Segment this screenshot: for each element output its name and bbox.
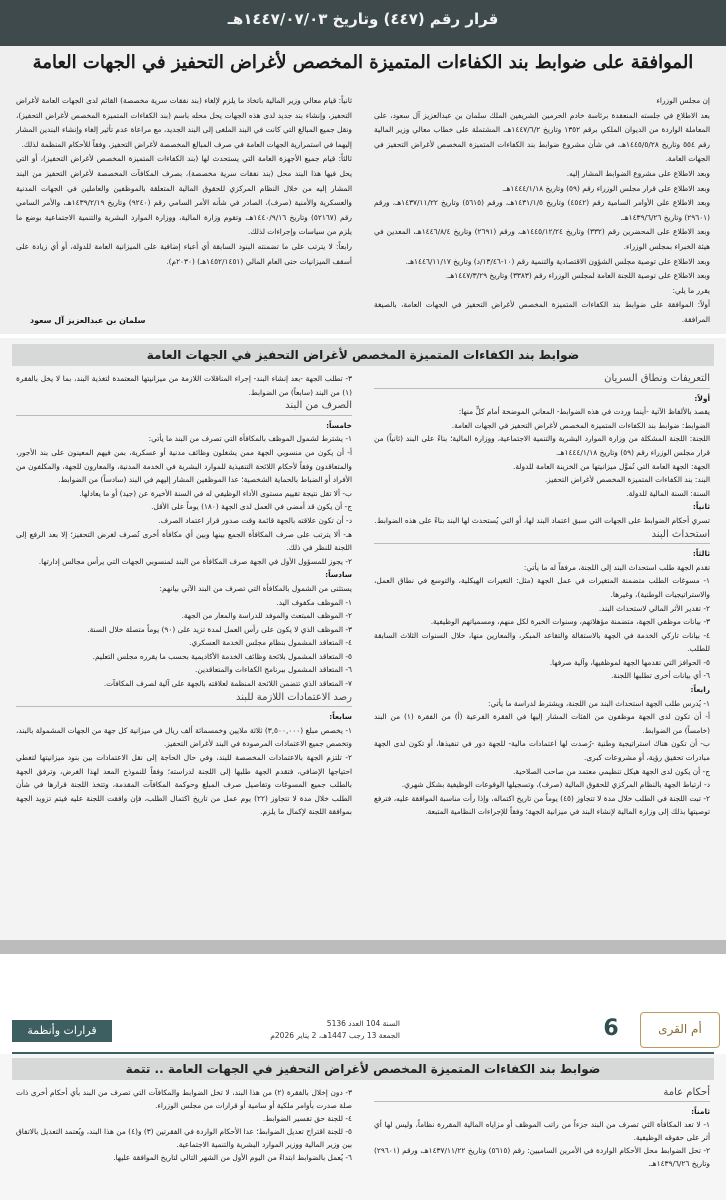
issue-line-2: الجمعة 13 رجب 1447هـ، 2 يناير 2026م <box>270 1031 400 1040</box>
subsection-rule <box>16 415 352 416</box>
clause-text: د- أن تكون علاقته بالجهة قائمة وقت صدور قرار اعتماد الصرف. <box>158 515 352 525</box>
paragraph: رابعاً: لا يترتب على ما تضمنته البنود السابقة أي أعباء إضافية على الميزانية العامة للدولة، أو أي زيادة على أسقف الميزانيات حتى العام المالي (١٤٥٢/١٤٥١هـ) (٢٠٣٠م). <box>16 241 352 266</box>
rules-section <box>0 338 726 940</box>
clause-number: سادساً: <box>325 570 352 580</box>
rules-left-column <box>16 372 352 819</box>
continued-left-column <box>16 1086 352 1164</box>
paragraph: بعد الاطلاع في جلسته المنعقدة برئاسة خادم الحرمين الشريفين الملك سلمان بن عبدالعزيز آل سعود، على المعاملة الواردة من الديوان الملكي برقم ١٣٥٢ وتاريخ ١٤٤٧/٦/٢هـ، المشتملة على خطاب معالي وزير المالية رقم ٥٥٤ وتاريخ ١٤٤٥/٥/٢٨هـ، في شأن مشروع ضوابط بند الكفاءات المتميزة المخصص لأغراض التحفيز في الجهات العامة. <box>374 110 711 164</box>
rules-section-title-bar <box>12 344 714 366</box>
clause-number: ثانياً: <box>692 502 710 512</box>
paragraph: وبعد الاطلاع على توصية اللجنة العامة لمجلس الوزراء رقم (٣٣٨٣) وتاريخ ١٤٤٧/٣/٢٩هـ. <box>445 271 710 281</box>
decision-left-column <box>16 94 352 269</box>
category-label: قرارات وأنظمة <box>12 1020 112 1042</box>
subsection-heading: التعريفات ونطاق السريان <box>604 373 710 384</box>
clause-text: ٦- المتعاقد المشمول ببرنامج الكفاءات والمتعاقدين. <box>195 665 352 675</box>
clause-text: ١- لا تعد المكافأة التي تصرف من البند جزءاً من راتب الموظف أو مزاياه المالية المقررة نظاماً، وليس لها أي أثر على حقوقه الوظيفية. <box>374 1120 710 1142</box>
paragraph: وبعد الاطلاع على قرار مجلس الوزراء رقم (٥٩) وتاريخ ١٤٤٤/١/١٨هـ. <box>501 183 710 193</box>
clause-text: ٦- أي بيانات أخرى تطلبها اللجنة. <box>610 671 710 681</box>
clause-text: البند: بند الكفاءات المتميزة المخصص لأغراض التحفيز. <box>544 475 710 485</box>
rules-right-column <box>374 372 710 819</box>
page-header <box>0 1012 726 1052</box>
clause-text: ٢- الموظف المبتعث والموفد للدراسة والمعار من الجهة. <box>181 611 352 621</box>
paragraph: يقرر ما يلي: <box>672 285 710 295</box>
clause-number: أولاً: <box>694 393 710 403</box>
paragraph: إن مجلس الوزراء <box>656 96 710 105</box>
issue-info <box>140 1018 400 1042</box>
clause-text: ٣- بيانات موظفي الجهة، متضمنة مؤهلاتهم، وسنوات الخبرة لكل منهم، ومسمياتهم الوظيفية. <box>430 617 710 627</box>
clause-text: ٢- يجوز للمسؤول الأول في الجهة صرف المكافأة من البند لمنسوبي الجهات التي يرأس مجالس إدارتها. <box>38 556 352 566</box>
clause-text: ٥- للجنة اقتراح تعديل الضوابط؛ عدا الأحكام الواردة في الفقرتين (٣) و(٤) من هذا البند، ويُعتمد التعديل بالاتفاق بين وزير المالية ووزير الموارد البشرية والتنمية الاجتماعية. <box>16 1127 353 1149</box>
clause-text: ١- يشترط لشمول الموظف بالمكافأة التي تصرف من البند ما يأتي: <box>148 434 352 444</box>
clause-text: السنة: السنة المالية للدولة. <box>626 488 710 498</box>
paragraph: وبعد الاطلاع على الأوامر السامية رقم (٤٥٤٢) وتاريخ ١٤٣١/١/٥هـ، ورقم (٥٦١٥) وتاريخ ١٤٣٧/١١/٢٢هـ، ورقم (٢٩٦٠١) وتاريخ ١٤٣٩/٦/٢٦هـ. <box>374 198 711 222</box>
decision-number-title: قرار رقم (٤٤٧) وتاريخ ١٤٤٧/٠٧/٠٣هـ <box>227 10 499 28</box>
paragraph: ثانياً: قيام معالي وزير المالية باتخاذ ما يلزم لإلغاء (بند نفقات سرية مخصصة) القائم لدى الجهات العامة لأغراض التحفيز، وإنشاء بند جديد لدى هذه الجهات يحل محله باسم (بند الكفاءات المتميزة المخصص لأغراض التحفيز)، ونقل جميع المبالغ التي كانت في البند الملغى إلى البند الجديد، مع مراعاة عدم تأثير إلغاء وإنشاء البندين المشار إليهما في استمرارية الجهات العامة في صرف المبالغ المخصصة لأغراض التحفيز، وفقاً للأحكام المنظمة لذلك. <box>16 96 352 149</box>
clause-text: اللجنة: اللجنة المشكلة من وزارة الموارد البشرية والتنمية الاجتماعية، ووزارة المالية؛ بناءً على البند (ثانياً) من قرار مجلس الوزراء رقم (٥٩) وتاريخ ١٤٤٤/١/١٨هـ. <box>374 434 710 457</box>
clause-text: ٥- الحوافز التي تقدمها الجهة لموظفيها، وآلية صرفها. <box>549 657 710 667</box>
clause-number: سابعاً: <box>329 712 352 722</box>
clause-text: الجهة: الجهة العامة التي تُموَّل ميزانيتها من الخزينة العامة للدولة. <box>512 461 710 471</box>
clause-text: ١- يخصص مبلغ (٣,٥٠٠,٠٠٠) ثلاثة ملايين وخمسمائة ألف ريال في ميزانية كل جهة من الجهات المشمولة بالبند، وتخصص جميع الاعتمادات المرصودة في البند لأغراض التحفيز. <box>16 725 352 749</box>
clause-text: ١- يُدرس طلب الجهة استحداث البند من اللجنة، ويشترط لدراسة ما يأتي: <box>487 698 710 708</box>
clause-text: ٥- المتعاقد المشمول بلائحة وظائف الخدمة الأكاديمية بحسب ما يقرره مجلس التعليم. <box>92 651 352 661</box>
gazette-logo: أم القرى <box>640 1012 720 1048</box>
clause-number: ثامناً: <box>691 1107 710 1116</box>
clause-text: ١- الموظف مكفوف اليد. <box>276 597 352 607</box>
page-number: 6 <box>603 1016 619 1041</box>
decision-header-band <box>0 0 726 46</box>
clause-text: أ- أن تكون لدى الجهة موظفون من الفئات المشار إليها في الفقرة الفرعية (أ) من الفقرة (١) من البند (خامساً) من الضوابط. <box>374 712 711 735</box>
decision-main-title: الموافقة على ضوابط بند الكفاءات المتميزة المخصص لأغراض التحفيز في الجهات العامة <box>32 52 694 73</box>
clause-text: د- ارتباط الجهة بالنظام المركزي للحقوق المالية (صرف)، وتسجيلها الوقوعات الوظيفية بشكل شهري. <box>401 780 710 790</box>
clause-text: ٢- تلتزم الجهة بالاعتمادات المخصصة للبند، وفي حال الحاجة إلى نقل الاعتمادات بين بنود ميزانيتها لتغطي احتياجها الإضافي، فتقدم الجهة طلبها إلى اللجنة لدراسته؛ وفقاً للنموذج المعد لهذا الغرض، وترفق الجهة بالطلب جميع المسوغات وتفاصيل صرف المبلغ وحوكمة المكافآت المقدمة، وتتخذ اللجنة قرارها في شأن الطلب خلال مدة لا تتجاوز (٢٢) يوم عمل من تاريخ اكتمال الطلب، فإن وافقت اللجنة عليه فيتم تزويد الجهة بموافقة اللجنة لإكمال ما يلزم. <box>16 753 352 817</box>
clause-text: ٦- يُعمل بالضوابط ابتداءً من اليوم الأول من الشهر التالي لتاريخ الموافقة عليها. <box>113 1153 352 1162</box>
clause-text: ٤- للجنة حق تفسير الضوابط. <box>262 1114 352 1123</box>
clause-text: ٢- تقدير الأثر المالي لاستحداث البند. <box>598 603 710 613</box>
paragraph: أولاً: الموافقة على ضوابط بند الكفاءات المتميزة المخصص لأغراض التحفيز في الجهات العامة، بالصيغة المرافقة. <box>374 300 710 324</box>
clause-text: ج- أن يكون قد أمضى في العمل لدى الجهة (١٨٠) يوماً على الأقل. <box>151 502 352 512</box>
subsection-heading: رصد الاعتمادات اللازمة للبند <box>235 691 352 703</box>
subsection-heading: أحكام عامة <box>663 1087 710 1098</box>
clause-text: ب- ألا تقل نتيجة تقييم مستوى الأداء الوظيفي له في السنة الأخيرة عن (جيد) أو ما يعادلها. <box>79 488 352 498</box>
paragraph: وبعد الاطلاع على مشروع الضوابط المشار إليه. <box>566 168 710 178</box>
clause-text: ٤- بيانات تاركي الخدمة في الجهة بالاستقالة والتقاعد المبكر، والمعارين منها، خلال السنوات الثلاث السابقة للطلب. <box>374 630 710 654</box>
paragraph: وبعد الاطلاع على توصية مجلس الشؤون الاقتصادية والتنمية رقم (١٠-١٣/٤٦/د) وتاريخ ١٤٤٦/١١/١٧هـ. <box>405 256 710 266</box>
clause-number: رابعاً: <box>690 685 710 695</box>
continued-right-column <box>374 1086 710 1170</box>
rules-section-title: ضوابط بند الكفاءات المتميزة المخصص لأغراض التحفيز في الجهات العامة <box>146 348 580 362</box>
clause-number: ثالثاً: <box>692 549 710 559</box>
subsection-rule <box>16 706 352 707</box>
clause-text: ب- أن تكون هناك استراتيجية وطنية -رُصدت لها اعتمادات مالية- للجهة دور في تنفيذها، أو تكون لدى الجهة مبادرات تحقيق رؤية، أو مشروعات كبرى. <box>374 739 710 763</box>
clause-text: يستثنى من الشمول بالمكافأة التي تصرف من البند الآتي بيانهم: <box>159 583 352 593</box>
clause-text: ج- أن يكون لدى الجهة هيكل تنظيمي معتمد من صاحب الصلاحية. <box>512 766 710 776</box>
clause-text: ٧- المتعاقد الذي تتضمن اللائحة المنظمة لعلاقته بالجهة على آلية لصرف المكافآت. <box>103 679 352 689</box>
page-break-divider <box>0 940 726 954</box>
clause-text: ١- مسوغات الطلب متضمنة المتغيرات في عمل الجهة (مثل: التغيرات الهيكلية، والتوسع في نطاق العمل، والاستراتيجيات الوطنية)، وغيرها. <box>374 576 710 599</box>
decision-section <box>0 46 726 334</box>
clause-text: ٣- الموظف الذي لا يكون على رأس العمل لمدة تزيد على (٩٠) يوماً متصلة خلال السنة. <box>87 624 352 634</box>
clause-text: هـ- ألا يترتب على صرف المكافأة الجمع بينها وبين أي مكافأة أخرى تُصرف لغرض التحفيز؛ إلا بعد الرفع إلى اللجنة للنظر في ذلك. <box>16 529 352 553</box>
clause-text: ٣- دون إخلال بالفقرة (٢) من هذا البند، لا تخل الضوابط والمكافآت التي تصرف من البند بأي أحكام أخرى ذات صلة صدرت بأوامر ملكية أو سامية أو قرارات من مجلس الوزراء. <box>16 1088 353 1110</box>
subsection-rule <box>374 1101 710 1102</box>
clause-text: أ- أن يكون من منسوبي الجهة ممن يشغلون وظائف مدنية أو عسكرية، بمن فيهم المعينون على بند الأجور، والمتعاقدون وفقاً لأحكام اللائحة التنفيذية للموارد البشرية في الخدمة المدنية، والمعارون للجهة، والمكلفون من الأفراد أو الضباط بالحماية الشخصية؛ عدا الموظفين المشار إليهم في البند (سادساً) من الضوابط. <box>16 447 352 485</box>
clause-number: خامساً: <box>326 420 352 430</box>
subsection-heading: استحداث البند <box>651 528 710 540</box>
clause-text: يقصد بالألفاظ الآتية -أينما وردت في هذه الضوابط- المعاني الموضحة أمام كلٍّ منها: <box>458 407 710 417</box>
continued-section <box>0 1054 726 1200</box>
clause-text: تسري أحكام الضوابط على الجهات التي سبق اعتماد البند لها، أو التي يُستحدث لها البند بناءً على هذه الضوابط. <box>374 515 710 525</box>
clause-text: الضوابط: ضوابط بند الكفاءات المتميزة المخصص لأغراض التحفيز في الجهات العامة. <box>451 420 710 430</box>
clause-text: ٣- تطلب الجهة -بعد إنشاء البند- إجراء المناقلات اللازمة من ميزانيتها المعتمدة لتغذية البند، بما لا يخل بالفقرة (١) من البند (سابعاً) من الضوابط. <box>16 374 352 397</box>
continued-section-title: ضوابط بند الكفاءات المتميزة المخصص لأغراض التحفيز في الجهات العامة .. تتمة <box>125 1062 601 1076</box>
clause-text: ٢- تحل الضوابط محل الأحكام الواردة في الأمرين الساميين: رقم (٥٦١٥) وتاريخ ١٤٣٧/١١/٢٢هـ، ورقم (٢٩٦٠١) وتاريخ ١٤٣٩/٦/٢٦هـ. <box>374 1146 710 1168</box>
subsection-heading: الصرف من البند <box>285 400 352 412</box>
continued-section-title-bar <box>12 1058 714 1080</box>
subsection-rule <box>374 543 710 544</box>
signature: سلمان بن عبدالعزيز آل سعود <box>30 316 146 325</box>
decision-right-column <box>374 94 710 328</box>
clause-text: ٢- تبت اللجنة في الطلب خلال مدة لا تتجاوز (٤٥) يوماً من تاريخ اكتماله، وإذا رأت مناسبة الموافقة عليه، فترفع توصيتها بذلك إلى وزارة المالية لإنشاء البند في ميزانية الجهة؛ وفقاً للإجراءات النظامية المتبعة. <box>374 793 710 817</box>
paragraph: ثالثاً: قيام جميع الأجهزة العامة التي يستحدث لها (بند الكفاءات المتميزة المخصص لأغراض التحفيز)، أو التي يحل فيها هذا البند محل (بند نفقات سرية مخصصة)، بصرف المكافآت المخصصة لأغراض التحفيز من البند المشار إليه من خلال النظام المركزي للحقوق المالية المتعلقة بالموظفين والعاملين في الجهات المدنية والعسكرية والأمنية (صرف)، الصادر في شأنه الأمر السامي رقم (٩٢٤٠) وتاريخ ١٤٣٩/٢/١٩هـ، والأمر السامي رقم (٥٢١٦٧) وتاريخ ١٤٤٠/٩/١٦هـ، وتقوم وزارة المالية، ووزارة الموارد البشرية والتنمية الاجتماعية بوضع ما يلزم من سياسات وإجراءات لذلك. <box>16 154 353 237</box>
issue-line-1: السنة 104 العدد 5136 <box>326 1019 400 1028</box>
paragraph: وبعد الاطلاع على المحضرين رقم (٣٣٢) وتاريخ ١٤٤٥/١٢/٢٤هـ، ورقم (٢٦٩١) وتاريخ ١٤٤٦/٨/٤هـ، المعدين في هيئة الخبراء بمجلس الوزراء. <box>374 227 711 251</box>
clause-text: ٤- المتعاقد المشمول بنظام مجلس الخدمة العسكري. <box>189 638 352 648</box>
subsection-rule <box>374 388 710 389</box>
clause-text: تقدم الجهة طلب استحداث البند إلى اللجنة، مرفقاً له ما يأتي: <box>523 562 710 572</box>
